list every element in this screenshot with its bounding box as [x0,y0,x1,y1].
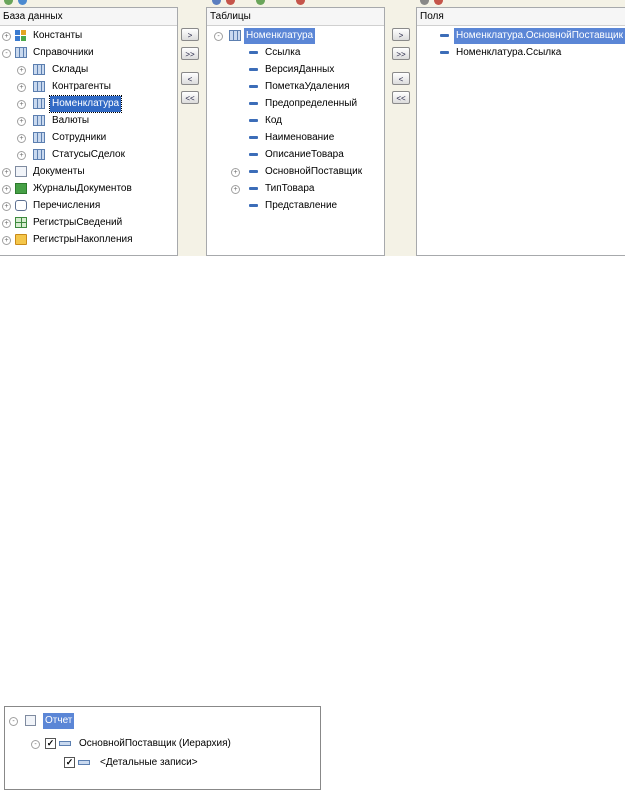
selected-field-item[interactable] [417,28,623,44]
catalogs-icon [15,47,27,58]
toolbar-icon[interactable] [212,0,221,5]
tree-item-label: Контрагенты [52,81,111,92]
expand-icon[interactable]: + [2,32,11,41]
tree-item-label: ВерсияДанных [265,64,335,75]
toolbar-icon[interactable] [226,0,235,5]
tree-item-field[interactable] [207,113,382,129]
tree-item-label: ОписаниеТовара [265,149,344,160]
info-registers-icon [15,217,27,228]
tree-item-grouping[interactable] [5,736,320,752]
tree-item-label: РегистрыСведений [33,217,123,228]
grouping-checkbox[interactable]: ✓ [46,738,55,748]
tree-item-field[interactable] [207,181,382,197]
expand-icon[interactable]: + [2,202,11,211]
tree-item-enums[interactable] [0,198,175,214]
tree-item-field[interactable] [207,45,382,61]
toolbar-icon[interactable] [4,0,13,5]
tree-item-label: Ссылка [265,47,301,58]
documents-icon [15,166,27,177]
tree-item-details[interactable] [5,755,320,771]
tree-item-label: Константы [33,30,83,41]
tree-item-label: ТипТовара [265,183,315,194]
tables-panel [206,7,385,256]
report-structure-tree [4,706,321,790]
tree-item-nomenclature-table[interactable] [207,28,382,44]
table-icon [33,115,45,126]
grouping-icon [59,741,71,746]
field-label: Номенклатура.Ссылка [456,47,562,58]
fields-panel [416,7,625,256]
tree-item-report[interactable] [5,713,320,729]
expand-icon[interactable]: + [17,134,26,143]
tree-item-counterparties[interactable] [0,79,175,95]
details-checkbox[interactable]: ✓ [65,757,74,767]
tree-item-documents[interactable] [0,164,175,180]
tree-item-label: РегистрыНакопления [33,234,133,245]
attribute-icon [249,51,258,54]
tree-item-field[interactable] [207,130,382,146]
table-icon [229,30,241,41]
tree-item-catalogs[interactable] [0,45,175,61]
tree-item-label: Документы [33,166,85,177]
details-icon [78,760,90,765]
tree-item-label: Код [265,115,283,126]
attribute-icon [249,170,258,173]
expand-icon[interactable]: + [231,185,240,194]
expand-icon[interactable]: + [17,151,26,160]
add-all-fields-button[interactable]: >> [392,47,410,60]
tree-item-currencies[interactable] [0,113,175,129]
tree-item-field[interactable] [207,164,382,180]
collapse-icon[interactable]: - [214,32,223,41]
tree-item-label: СтатусыСделок [52,149,125,160]
tree-item-label: Склады [52,64,89,75]
attribute-icon [249,136,258,139]
accumulation-registers-icon [15,234,27,245]
add-field-button[interactable]: > [392,28,410,41]
tree-item-accumulation-registers[interactable] [0,232,175,248]
remove-table-button[interactable]: < [181,72,199,85]
attribute-icon [249,119,258,122]
attribute-icon [249,153,258,156]
tables-panel-title: Таблицы [207,8,384,26]
tree-item-label: Справочники [33,47,94,58]
expand-icon[interactable]: + [17,117,26,126]
tree-item-field[interactable] [207,198,382,214]
toolbar-icon[interactable] [256,0,265,5]
query-designer [0,0,625,256]
tree-item-deal-statuses[interactable] [0,147,175,163]
expand-icon[interactable]: + [17,100,26,109]
table-icon [33,149,45,160]
enums-icon [15,200,27,211]
grouping-label: ОсновнойПоставщик (Иерархия) [79,738,231,749]
attribute-icon [440,34,449,37]
collapse-icon[interactable]: - [9,717,18,726]
tree-item-label: ЖурналыДокументов [33,183,132,194]
table-icon [33,98,45,109]
constants-icon [15,30,27,41]
tree-item-warehouses[interactable] [0,62,175,78]
tree-item-label: Номенклатура [50,96,121,112]
tree-item-label: ПометкаУдаления [265,81,350,92]
report-root-label: Отчет [43,713,74,729]
toolbar-icon[interactable] [420,0,429,5]
journals-icon [15,183,27,194]
field-label: Номенклатура.ОсновнойПоставщик [454,28,625,44]
collapse-icon[interactable]: - [2,49,11,58]
expand-icon[interactable]: + [17,66,26,75]
tree-item-employees[interactable] [0,130,175,146]
remove-all-tables-button[interactable]: << [181,91,199,104]
tree-item-field[interactable] [207,79,382,95]
table-icon [33,132,45,143]
report-icon [25,715,36,726]
table-icon [33,64,45,75]
remove-all-fields-button[interactable]: << [392,91,410,104]
database-panel [0,7,178,256]
expand-icon[interactable]: + [2,219,11,228]
attribute-icon [440,51,449,54]
expand-icon[interactable]: + [231,168,240,177]
tree-item-label: ОсновнойПоставщик [265,166,363,177]
tree-item-field[interactable] [207,62,382,78]
expand-icon[interactable]: + [2,236,11,245]
tree-item-field[interactable] [207,147,382,163]
tree-item-label: Представление [265,200,338,211]
remove-field-button[interactable]: < [392,72,410,85]
table-icon [33,81,45,92]
tree-item-label: Наименование [265,132,335,143]
attribute-icon [249,85,258,88]
selected-field-item[interactable] [417,45,623,61]
tree-item-info-registers[interactable] [0,215,175,231]
tree-item-label: Перечисления [33,200,101,211]
toolbar-icon[interactable] [18,0,27,5]
attribute-icon [249,102,258,105]
tree-item-field[interactable] [207,96,382,112]
expand-icon[interactable]: + [2,168,11,177]
tree-item-label: Валюты [52,115,90,126]
expand-icon[interactable]: + [2,185,11,194]
attribute-icon [249,204,258,207]
toolbar-icon[interactable] [296,0,305,5]
fields-panel-title: Поля [417,8,625,26]
tree-item-nomenclature[interactable] [0,96,175,112]
tree-item-constants[interactable] [0,28,175,44]
attribute-icon [249,68,258,71]
attribute-icon [249,187,258,190]
tree-item-label: Сотрудники [52,132,107,143]
tree-item-label: Номенклатура [244,28,315,44]
toolbar-strip [0,0,625,7]
tree-item-label: Предопределенный [265,98,358,109]
add-table-button[interactable]: > [181,28,199,41]
toolbar-icon[interactable] [434,0,443,5]
collapse-icon[interactable]: - [31,740,40,749]
tree-item-journals[interactable] [0,181,175,197]
details-label: <Детальные записи> [100,757,198,768]
add-all-tables-button[interactable]: >> [181,47,199,60]
database-panel-title: База данных [0,8,177,26]
expand-icon[interactable]: + [17,83,26,92]
